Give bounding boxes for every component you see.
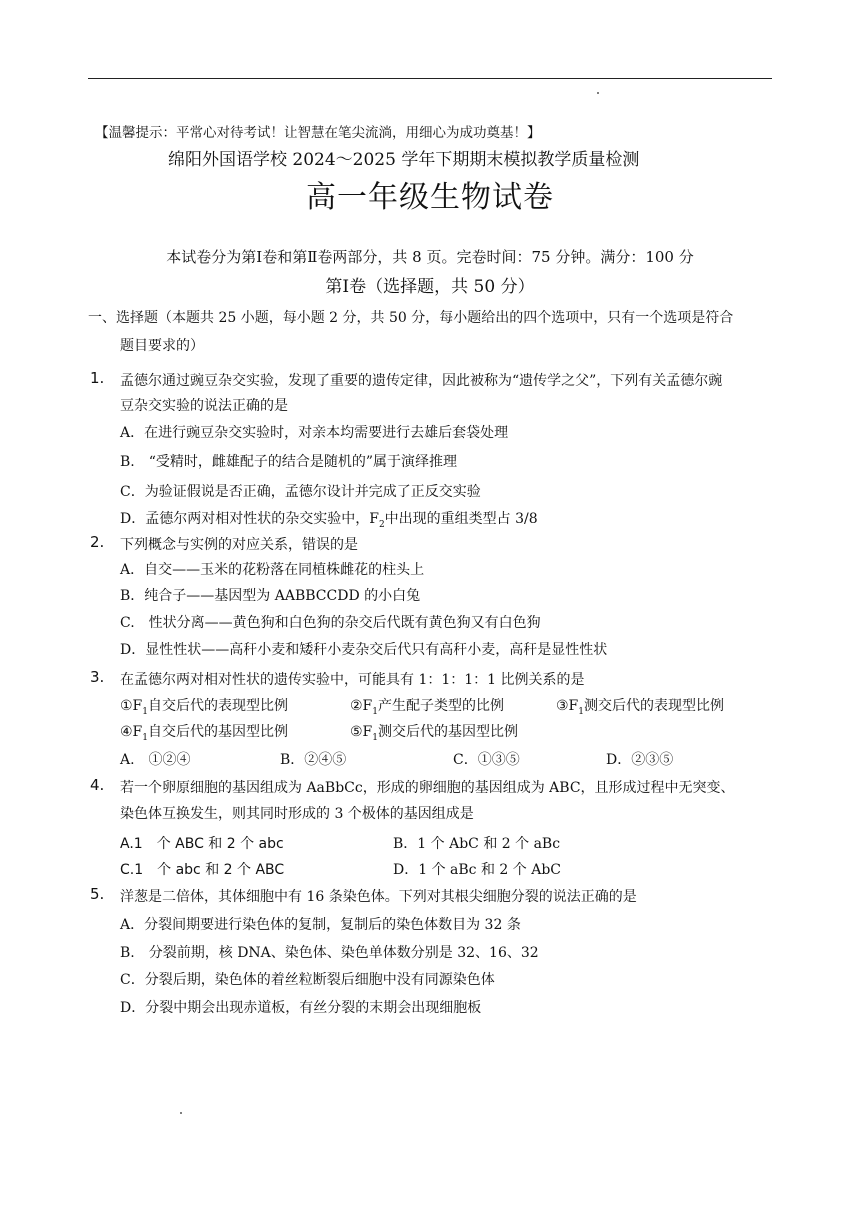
q3-number: 3. <box>90 668 105 686</box>
q5-option-a: A．分裂间期要进行染色体的复制，复制后的染色体数目为 32 条 <box>120 917 521 933</box>
q4-stem-line2: 染色体互换发生，则其同时形成的 3 个极体的基因组成是 <box>120 806 474 822</box>
header-dot <box>597 92 599 94</box>
q1-stem-line2: 豆杂交实验的说法正确的是 <box>120 398 288 414</box>
q4-option-c: C.1 个 abc 和 2 个 ABC <box>120 862 285 878</box>
q2-option-a: A．自交——玉米的花粉落在同植株雌花的柱头上 <box>120 562 425 578</box>
q2-stem: 下列概念与实例的对应关系，错误的是 <box>120 537 358 553</box>
q1-option-b: B. “受精时，雌雄配子的结合是随机的”属于演绎推理 <box>120 454 458 470</box>
q3-option-b: B．②④⑤ <box>280 752 347 768</box>
q1-number: 1. <box>90 369 105 387</box>
part-heading: 第Ⅰ卷（选择题，共 50 分） <box>325 277 535 297</box>
q3-item-4: $④F_1$自交后代的基因型比例 <box>120 724 288 743</box>
q3-stem: 在孟德尔两对相对性状的遗传实验中，可能具有 1：1：1：1 比例关系的是 <box>120 672 585 688</box>
q5-option-d: D．分裂中期会出现赤道板，有丝分裂的末期会出现细胞板 <box>120 1000 482 1016</box>
q4-option-d: D．1 个 aBc 和 2 个 AbC <box>393 862 561 878</box>
footer-dot <box>180 1112 182 1114</box>
section-heading-line2: 题目要求的） <box>120 338 204 354</box>
q3-option-d: D．②③⑤ <box>606 752 674 768</box>
q2-option-d: D．显性性状——高秆小麦和矮秆小麦杂交后代只有高秆小麦，高秆是显性性状 <box>120 642 608 658</box>
school-line: 绵阳外国语学校 2024～2025 学年下期期末模拟教学质量检测 <box>168 150 640 170</box>
q5-stem: 洋葱是二倍体，其体细胞中有 16 条染色体。下列对其根尖细胞分裂的说法正确的是 <box>120 889 637 905</box>
q3-option-c: C．①③⑤ <box>453 752 520 768</box>
q4-stem-line1: 若一个卵原细胞的基因组成为 AaBbCc，形成的卵细胞的基因组成为 ABC，且形成过程中无突变、 <box>120 780 735 796</box>
q3-item-5: $⑤F_1$测交后代的基因型比例 <box>350 724 518 743</box>
header-rule <box>88 78 772 79</box>
q1-stem-line1: 孟德尔通过豌豆杂交实验，发现了重要的遗传定律，因此被称为“遗传学之父”，下列有关孟德尔豌 <box>120 373 723 389</box>
q4-number: 4. <box>90 776 105 794</box>
q4-option-a: A.1 个 ABC 和 2 个 abc <box>120 836 284 852</box>
q1-option-d: D．孟德尔两对相对性状的杂交实验中，$F_2$中出现的重组类型占 3/8 <box>120 511 538 530</box>
q3-item-2: $②F_1$产生配子类型的比例 <box>350 698 504 717</box>
q3-item-3: $③F_1$测交后代的表现型比例 <box>556 698 724 717</box>
q3-item-1: $①F_1$自交后代的表现型比例 <box>120 698 288 717</box>
q2-number: 2. <box>90 533 105 551</box>
q4-option-b: B．1 个 AbC 和 2 个 aBc <box>393 836 561 852</box>
section-heading-line1: 一、选择题（本题共 25 小题，每小题 2 分，共 50 分，每小题给出的四个选项中，只有一个选项是符合 <box>88 310 734 326</box>
q5-option-c: C．分裂后期，染色体的着丝粒断裂后细胞中没有同源染色体 <box>120 972 495 988</box>
exam-intro: 本试卷分为第Ⅰ卷和第Ⅱ卷两部分，共 8 页。完卷时间：75 分钟。满分：100 分 <box>166 248 694 266</box>
q3-option-a: A. ①②④ <box>120 752 191 768</box>
q2-option-b: B．纯合子——基因型为 AABBCCDD 的小白兔 <box>120 588 421 604</box>
q5-option-b: B. 分裂前期，核 DNA、染色体、染色单体数分别是 32、16、32 <box>120 945 539 961</box>
q1-option-c: C．为验证假说是否正确，孟德尔设计并完成了正反交实验 <box>120 484 481 500</box>
q1-option-a: A．在进行豌豆杂交实验时，对亲本均需要进行去雄后套袋处理 <box>120 425 509 441</box>
page-title: 高一年级生物试卷 <box>306 180 554 215</box>
q5-number: 5. <box>90 885 105 903</box>
exam-tip: 【温馨提示：平常心对待考试！让智慧在笔尖流淌，用细心为成功奠基！】 <box>95 125 541 141</box>
q2-option-c: C. 性状分离——黄色狗和白色狗的杂交后代既有黄色狗又有白色狗 <box>120 615 541 631</box>
